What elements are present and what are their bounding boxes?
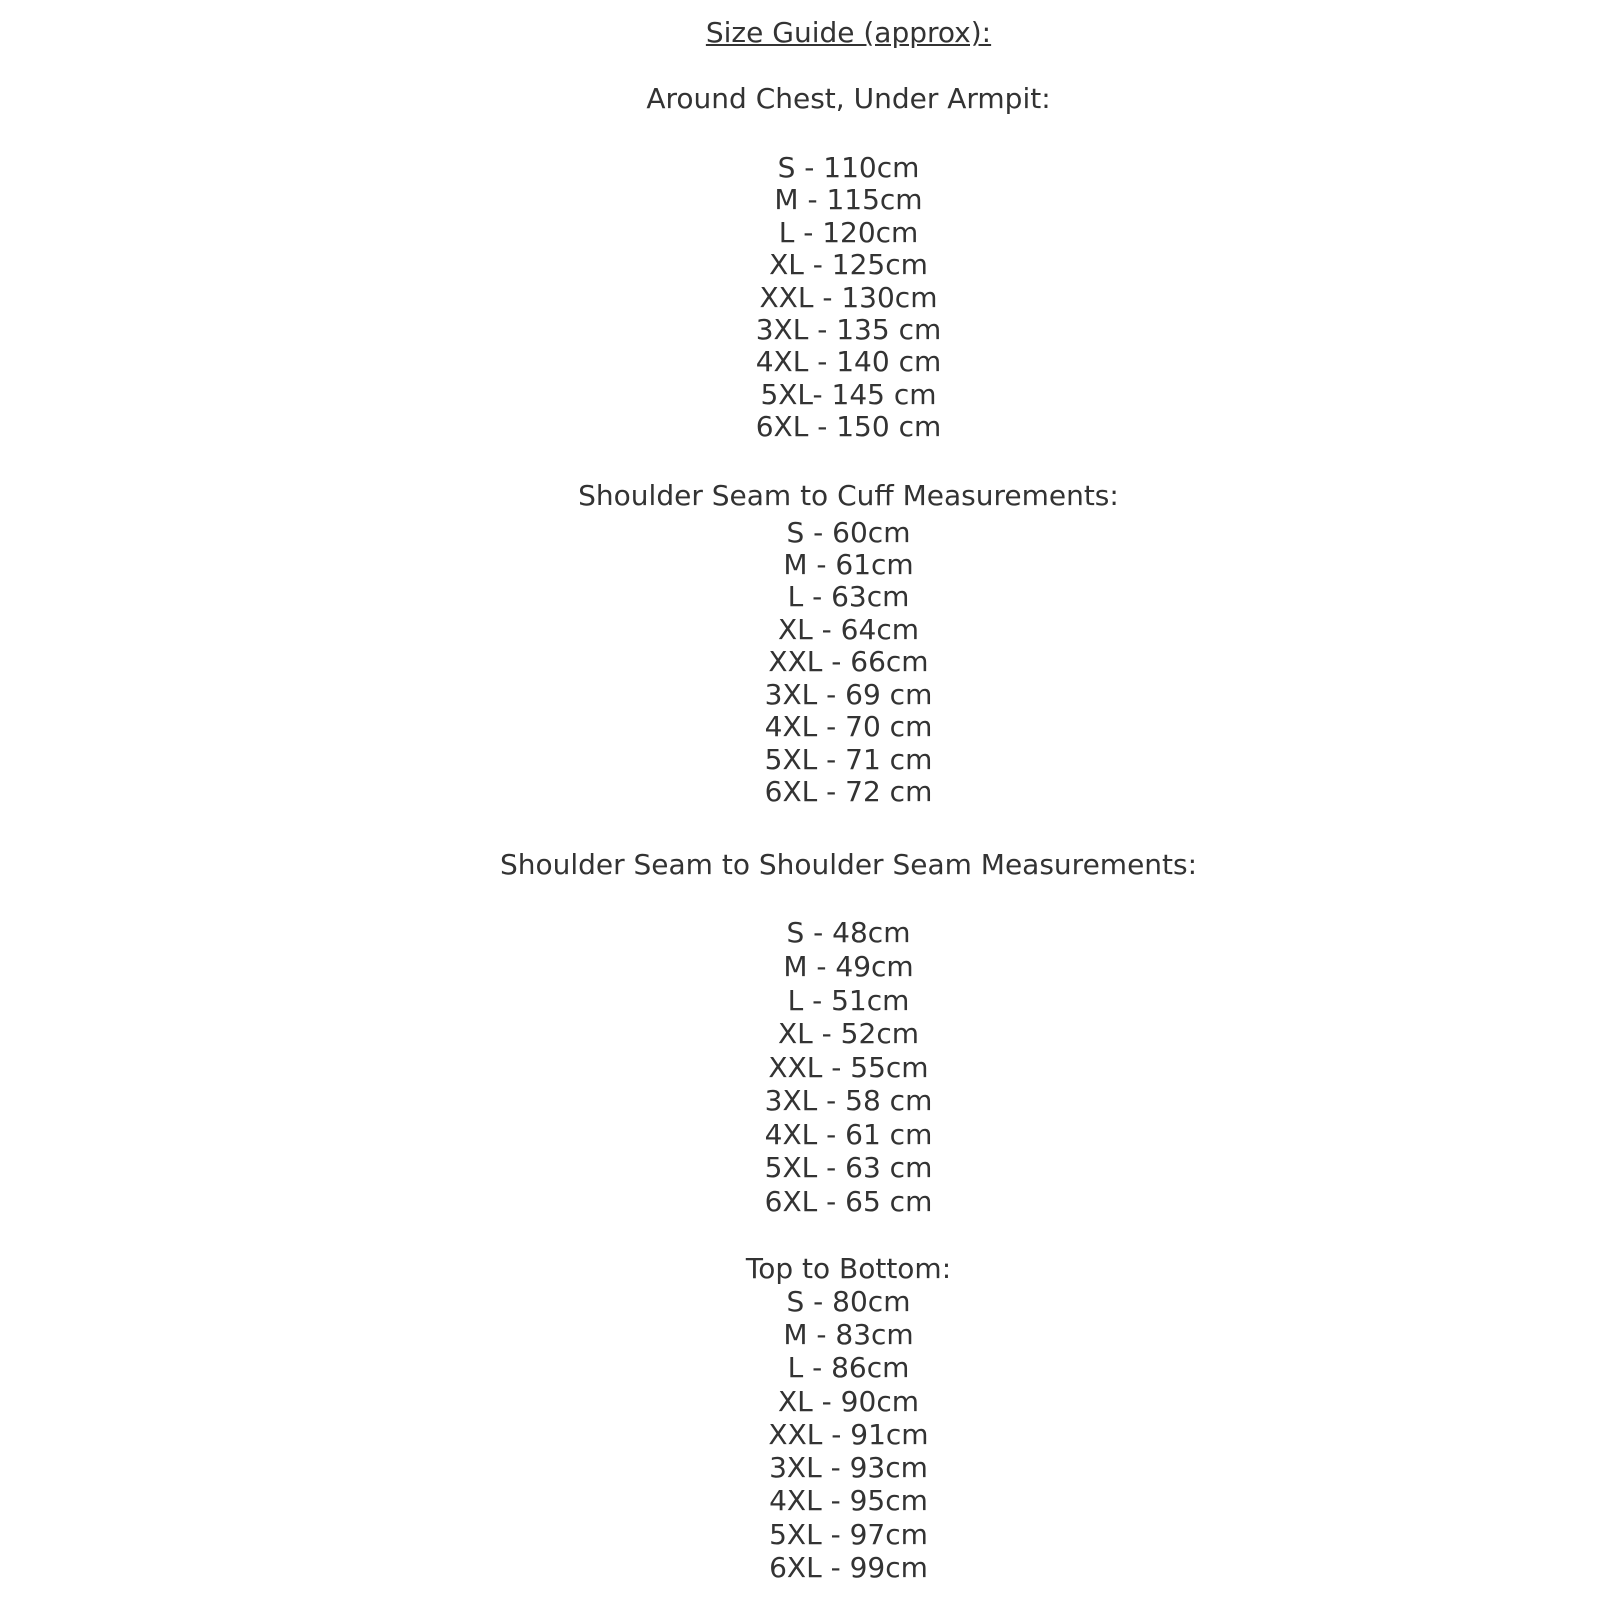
size-row: 4XL - 70 cm: [764, 710, 933, 744]
size-row: M - 83cm: [783, 1317, 914, 1351]
size-row: S - 110cm: [777, 151, 920, 184]
size-row: S - 80cm: [786, 1284, 911, 1318]
size-row-list: [97, 152, 1600, 444]
size-row: 3XL - 93cm: [769, 1451, 928, 1485]
section-shoulder-to-shoulder: [97, 848, 1600, 1218]
size-row: XL - 52cm: [778, 1017, 919, 1051]
size-row: 6XL - 65 cm: [764, 1185, 933, 1219]
size-row: 4XL - 61 cm: [764, 1117, 933, 1151]
size-row: S - 48cm: [786, 916, 911, 950]
size-row: L - 86cm: [787, 1351, 910, 1385]
section-heading: Shoulder Seam to Shoulder Seam Measurements:: [499, 848, 1198, 882]
size-row: 5XL - 97cm: [769, 1517, 928, 1551]
size-row: XL - 64cm: [778, 612, 919, 646]
size-row: XL - 125cm: [769, 248, 928, 282]
size-row: 6XL - 72 cm: [764, 774, 933, 808]
section-heading: Shoulder Seam to Cuff Measurements:: [578, 478, 1119, 512]
size-row: XXL - 91cm: [768, 1417, 929, 1451]
size-row: 5XL - 71 cm: [764, 742, 933, 776]
size-row: 4XL - 95cm: [769, 1484, 928, 1518]
size-row: 4XL - 140 cm: [755, 345, 942, 379]
size-row-list: [97, 1285, 1600, 1585]
size-row: L - 51cm: [787, 983, 910, 1017]
size-row: 3XL - 135 cm: [755, 313, 942, 347]
section-around-chest: [97, 82, 1600, 444]
section-heading: Top to Bottom:: [745, 1251, 952, 1285]
size-row: 6XL - 99cm: [769, 1551, 928, 1585]
size-row: 6XL - 150 cm: [755, 410, 942, 444]
size-row: XXL - 55cm: [768, 1050, 929, 1084]
size-row-list: [97, 916, 1600, 1218]
size-row-list: [97, 517, 1600, 809]
section-shoulder-to-cuff: [97, 479, 1600, 809]
size-row: 5XL- 145 cm: [760, 377, 937, 411]
size-row: XXL - 66cm: [768, 645, 929, 679]
document-title: Size Guide (approx):: [705, 16, 992, 49]
size-row: 3XL - 69 cm: [764, 677, 933, 711]
section-top-to-bottom: [97, 1252, 1600, 1585]
size-row: L - 63cm: [787, 580, 910, 614]
size-row: 3XL - 58 cm: [764, 1084, 933, 1118]
size-row: M - 49cm: [783, 949, 914, 983]
size-row: S - 60cm: [786, 515, 911, 549]
size-row: M - 115cm: [774, 183, 923, 217]
size-row: M - 61cm: [783, 548, 914, 582]
section-heading: Around Chest, Under Armpit:: [646, 82, 1051, 115]
size-row: XL - 90cm: [778, 1384, 919, 1418]
size-row: 5XL - 63 cm: [764, 1151, 933, 1185]
size-row: XXL - 130cm: [759, 280, 938, 314]
size-row: L - 120cm: [778, 215, 919, 249]
